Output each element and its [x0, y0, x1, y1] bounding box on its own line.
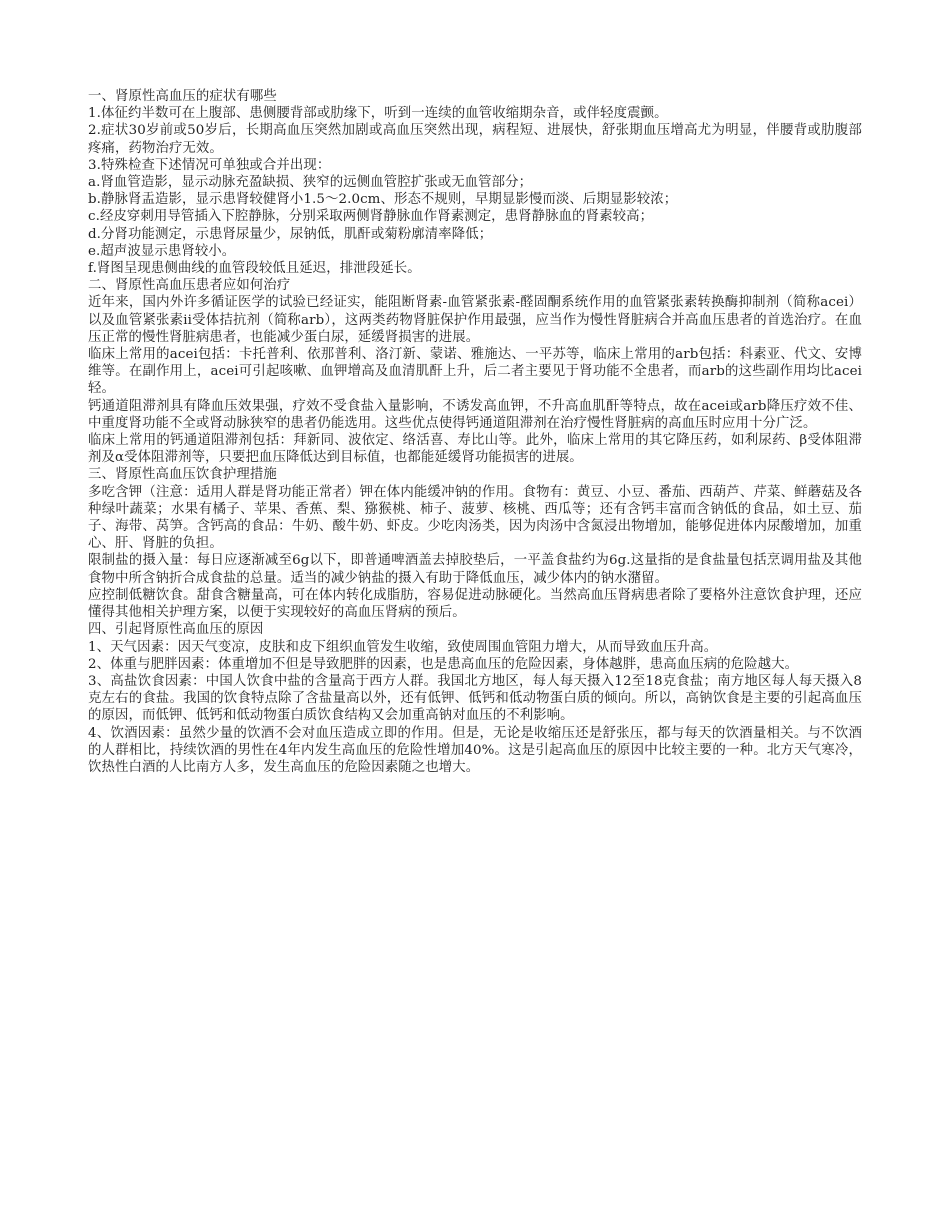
paragraph: 限制盐的摄入量：每日应逐渐减至6g以下，即普通啤酒盖去掉胶垫后，一平盖食盐约为6g.这量指的是食盐量包括烹调用盐及其他食物中所含钠折合成食盐的总量。适当的减少钠盐的摄入有助于降低血压，减少体内的钠水潴留。 [88, 553, 862, 586]
paragraph: b.静脉肾盂造影，显示患肾较健肾小1.5～2.0cm、形态不规则，早期显影慢而淡、后期显影较浓； [88, 192, 678, 208]
paragraph: 临床上常用的acei包括：卡托普利、依那普利、洛汀新、蒙诺、雅施达、一平苏等，临床上常用的arb包括：科素亚、代文、安博维等。在副作用上，acei可引起咳嗽、血钾增高及血清肌酐上升，后二者主要见于肾功能不全患者，而arb的这些副作用均比acei轻。 [88, 347, 862, 397]
paragraph: d.分肾功能测定，示患肾尿量少，尿钠低，肌酐或菊粉廓清率降低； [88, 226, 493, 242]
section-symptoms [88, 88, 862, 277]
paragraph: a.肾血管造影，显示动脉充盈缺损、狭窄的远侧血管腔扩张或无血管部分； [88, 175, 533, 191]
paragraph: 2、体重与肥胖因素：体重增加不但是导致肥胖的因素，也是患高血压的危险因素，身体越胖，患高血压病的危险越大。 [88, 656, 799, 672]
section-diet [88, 466, 862, 621]
section-heading: 三、肾原性高血压饮食护理措施 [88, 467, 277, 483]
paragraph: f.肾图呈现患侧曲线的血管段较低且延迟，排泄段延长。 [88, 261, 421, 277]
paragraph: 1.体征约半数可在上腹部、患侧腰背部或肋缘下，听到一连续的血管收缩期杂音，或伴轻度震颤。 [88, 106, 668, 122]
paragraph: 多吃含钾（注意：适用人群是肾功能正常者）钾在体内能缓冲钠的作用。食物有：黄豆、小豆、番茄、西葫芦、芹菜、鲜蘑菇及各种绿叶蔬菜；水果有橘子、苹果、香蕉、梨、猕猴桃、柿子、菠萝、核桃、西瓜等；还有含钙丰富而含钠低的食品，如土豆、茄子、海带、莴笋。含钙高的食品：牛奶、酸牛奶、虾皮。少吃肉汤类，因为肉汤中含氮浸出物增加，能够促进体内尿酸增加，加重心、肝、肾脏的负担。 [88, 484, 862, 552]
paragraph: 4、饮酒因素：虽然少量的饮酒不会对血压造成立即的作用。但是，无论是收缩压还是舒张压，都与每天的饮酒量相关。与不饮酒的人群相比，持续饮酒的男性在4年内发生高血压的危险性增加40%。这是引起高血压的原因中比较主要的一种。北方天气寒冷，饮热性白酒的人比南方人多，发生高血压的危险因素随之也增大。 [88, 725, 862, 775]
section-heading: 四、引起肾原性高血压的原因 [88, 622, 264, 638]
paragraph: 临床上常用的钙通道阻滞剂包括：拜新同、波依定、络活喜、寿比山等。此外，临床上常用的其它降压药，如利尿药、β受体阻滞剂及α受体阻滞剂等，只要把血压降低达到目标值，也都能延缓肾功能损害的进展。 [88, 433, 862, 466]
section-treatment [88, 277, 862, 466]
paragraph: 钙通道阻滞剂具有降血压效果强，疗效不受食盐入量影响，不诱发高血钾，不升高血肌酐等特点，故在acei或arb降压疗效不佳、中重度肾功能不全或肾动脉狭窄的患者仍能选用。这些优点使得钙通道阻滞剂在治疗慢性肾脏病的高血压时应用十分广泛。 [88, 398, 862, 431]
section-heading: 二、肾原性高血压患者应如何治疗 [88, 278, 291, 294]
paragraph: 1、天气因素：因天气变凉，皮肤和皮下组织血管发生收缩，致使周围血管阻力增大，从而导致血压升高。 [88, 639, 718, 655]
section-heading: 一、肾原性高血压的症状有哪些 [88, 89, 277, 104]
paragraph: c.经皮穿刺用导管插入下腔静脉，分别采取两侧肾静脉血作肾素测定，患肾静脉血的肾素较高； [88, 209, 654, 225]
paragraph: e.超声波显示患肾较小。 [88, 243, 236, 259]
paragraph: 2.症状30岁前或50岁后，长期高血压突然加剧或高血压突然出现，病程短、进展快，舒张期血压增高尤为明显，伴腰背或肋腹部疼痛，药物治疗无效。 [88, 123, 862, 156]
paragraph: 3、高盐饮食因素：中国人饮食中盐的含量高于西方人群。我国北方地区，每人每天摄入12至18克食盐；南方地区每人每天摄入8克左右的食盐。我国的饮食特点除了含盐量高以外，还有低钾、低钙和低动物蛋白质的倾向。所以，高钠饮食是主要的引起高血压的原因，而低钾、低钙和低动物蛋白质饮食结构又会加重高钠对血压的不利影响。 [88, 673, 862, 724]
paragraph: 近年来，国内外许多循证医学的试验已经证实，能阻断肾素-血管紧张素-醛固酮系统作用的血管紧张素转换酶抑制剂（简称acei）以及血管紧张素ii受体拮抗剂（简称arb），这两类药物肾脏保护作用最强，应当作为慢性肾脏病合并高血压患者的首选治疗。在血压正常的慢性肾脏病患者，也能减少蛋白尿，延缓肾损害的进展。 [88, 295, 862, 345]
paragraph: 3.特殊检查下述情况可单独或合并出现： [88, 157, 331, 173]
paragraph: 应控制低糖饮食。甜食含糖量高，可在体内转化成脂肪，容易促进动脉硬化。当然高血压肾病患者除了要格外注意饮食护理，还应懂得其他相关护理方案，以便于实现较好的高血压肾病的预后。 [88, 587, 862, 621]
section-causes [88, 621, 862, 776]
